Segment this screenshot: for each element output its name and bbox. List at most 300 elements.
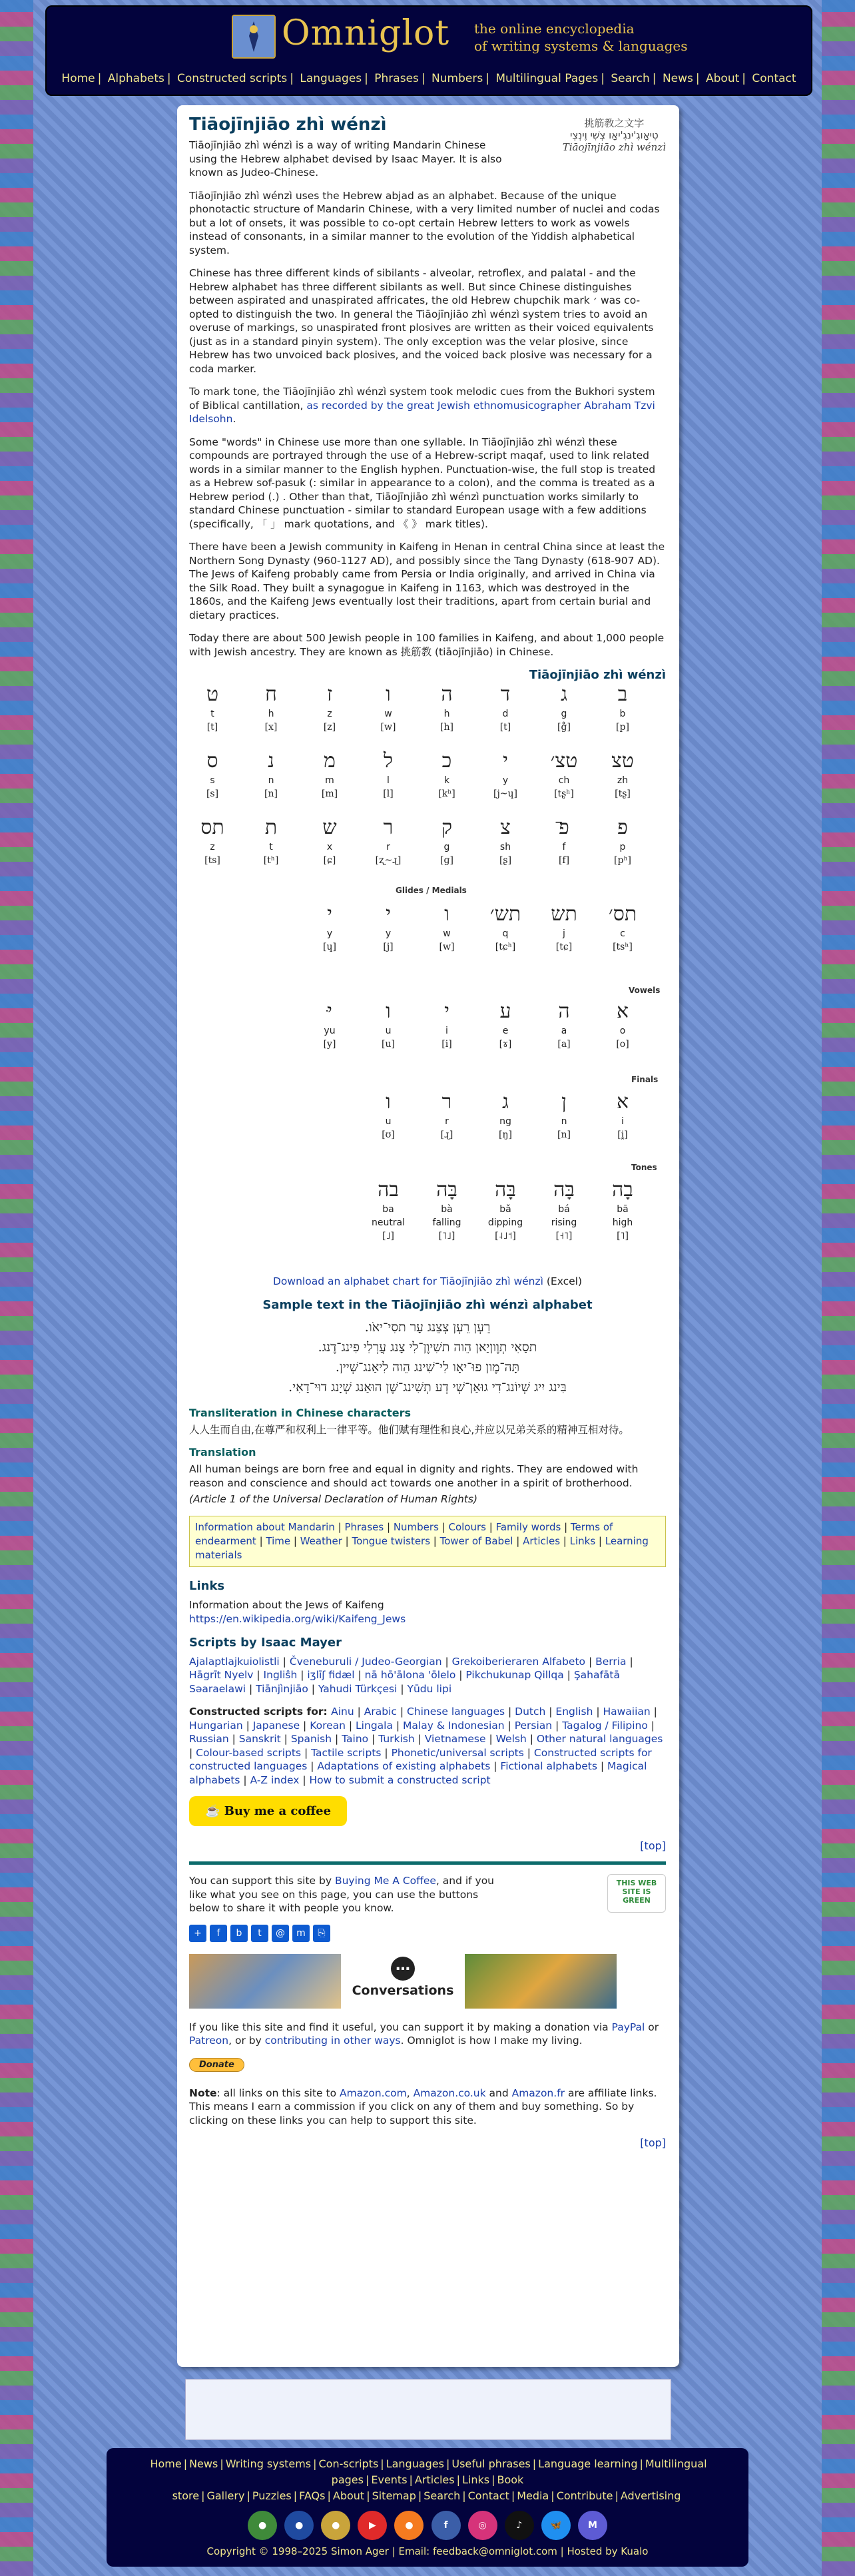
ipa-value: [m] [321, 789, 338, 799]
rss-icon[interactable]: ● [394, 2511, 424, 2540]
contribute-link[interactable]: contributing in other ways [264, 2035, 401, 2047]
mayer-script-link[interactable]: Şahafātā Səaraelawi [189, 1669, 621, 1695]
ipa-value: [x] [264, 722, 278, 733]
hebrew-letter: ו [386, 1090, 391, 1114]
hebrew-letter: י [444, 1000, 449, 1023]
share-copy-icon[interactable]: ⎘ [313, 1925, 330, 1942]
chart-cell [424, 682, 470, 734]
constructed-script-link[interactable]: Colour-based scripts [196, 1746, 302, 1759]
mayer-script-link[interactable]: Ajalaptlajkuiolistli [189, 1655, 280, 1668]
mandarin-info-link[interactable]: Learning materials [195, 1534, 649, 1561]
constructed-script-link[interactable]: How to submit a constructed script [309, 1773, 491, 1786]
mandarin-info-link[interactable]: Links [569, 1534, 596, 1547]
ipa-value: [ʐ~ɻ] [375, 855, 402, 866]
ipa-value: [h] [440, 722, 453, 733]
mandarin-info-link[interactable]: Articles [523, 1534, 561, 1547]
chart-cell [424, 1177, 470, 1243]
label-tones: Tones [631, 1163, 657, 1172]
hebrew-letter: ה [558, 1000, 570, 1023]
chart-cell [541, 815, 587, 867]
paypal-link[interactable]: PayPal [611, 2021, 645, 2033]
nav-phrases[interactable]: Phrases [374, 72, 419, 85]
ipa-value: [w] [380, 722, 396, 733]
chart-cell [482, 1090, 529, 1141]
hebrew-letter: ע [499, 1000, 511, 1023]
badge-icon[interactable]: ● [284, 2511, 314, 2540]
footer-nav-link[interactable]: Contact [467, 2489, 509, 2502]
ipa-value: [w] [439, 942, 455, 952]
footer-nav-link[interactable]: Gallery [206, 2489, 245, 2502]
roman-value: dipping [487, 1217, 523, 1228]
mayer-script-link[interactable]: Tiānjìnjiāo [256, 1682, 308, 1695]
constructed-script-link[interactable]: Adaptations of existing alphabets [317, 1760, 491, 1772]
ipa-value: [˧˥] [555, 1231, 573, 1241]
mandarin-info-box: Information about Mandarin | Phrases | Numbers | Colours | Family words | Terms of endearment | Time | Weather | Tongue twisters | Tower of Babel | Articles | Links | Learning materials [189, 1516, 666, 1567]
sample-text [189, 1317, 666, 1397]
mandarin-info-link[interactable]: Tongue twisters [352, 1534, 431, 1547]
chart-cell [482, 1177, 529, 1243]
ipa-value: [n] [557, 1129, 571, 1140]
back-to-top-link[interactable]: [top] [640, 1839, 666, 1852]
roman-value: u [385, 1026, 392, 1036]
share-bluesky-icon[interactable]: b [230, 1925, 248, 1942]
hebrew-letter: פ̄ [559, 816, 569, 839]
intro-paragraph: Tiāojīnjiāo zhì wénzì is a way of writing Mandarin Chinese using the Hebrew alphabet devised by Isaac Mayer. It is also known as Judeo-Chinese. [189, 139, 502, 178]
footer-nav-link[interactable]: FAQs [299, 2489, 326, 2502]
hebrew-letter: כ [441, 749, 452, 773]
mayer-script-link[interactable]: Hāgrīt Nyelv [189, 1669, 254, 1681]
mayer-script-link[interactable]: Ingliŝh [263, 1669, 298, 1681]
feedback-email-link[interactable]: feedback@omniglot.com [432, 2545, 557, 2557]
affiliate-note: Note: all links on this site to Amazon.com, Amazon.co.uk and Amazon.fr are affiliate links. This means I earn a commission if you click on any of them and buy something. So by clicking on these links you can help to support this site. [189, 2087, 657, 2126]
roman-value: f [562, 842, 566, 852]
ipa-value: [i̯] [617, 1129, 628, 1140]
share-threads-icon[interactable]: t [251, 1925, 268, 1942]
site-title[interactable]: Omniglot [282, 13, 450, 53]
chart-cell [306, 902, 353, 954]
share-plus-icon[interactable]: + [189, 1925, 206, 1942]
chart-cell [189, 749, 236, 801]
mayer-script-link[interactable]: nā hō'ālona 'ōlelo [364, 1669, 456, 1681]
title-chinese: 挑筋教之文字 [584, 117, 645, 129]
chart-cell [365, 1177, 412, 1243]
mastodon-icon[interactable]: M [578, 2511, 607, 2540]
hebrew-letter: ו [444, 902, 449, 926]
hebrew-letter: תס [200, 816, 224, 839]
patreon-link[interactable]: Patreon [189, 2035, 229, 2047]
roman-value: bā [617, 1204, 629, 1215]
mandarin-info-link[interactable]: Phrases [344, 1520, 384, 1533]
roman-value: r [445, 1116, 449, 1127]
mayer-script-link[interactable]: Grekoiberieraren Alfabeto [451, 1655, 586, 1668]
chart-cell [541, 682, 587, 734]
ipa-value: [a] [557, 1039, 571, 1050]
mayer-script-link[interactable]: iʒlīʃ fidæl [307, 1669, 355, 1681]
chart-cell [424, 815, 470, 867]
roman-value: r [386, 842, 390, 852]
title-hebrew: טִיאָוגִ'ינגִ'יאָו צְשִׁי וֶינְצְי [569, 129, 659, 141]
chart-cell [482, 902, 529, 954]
download-chart-link[interactable]: Download an alphabet chart for Tiāojīnjiāo zhì wénzì [272, 1275, 543, 1287]
idelsohn-link[interactable]: as recorded by the great Jewish ethnomusicographer Abraham Tzvi Idelsohn [189, 399, 655, 425]
hebrew-letter: תש׳ [489, 902, 521, 926]
hebrew-letter: ג [561, 683, 567, 706]
youtube-icon[interactable]: ▶ [358, 2511, 387, 2540]
hebrew-letter: בָּה [436, 1178, 457, 1201]
ipa-value: [g̊] [557, 722, 571, 733]
mayer-script-link[interactable]: Yahudi Türkçesi [318, 1682, 398, 1695]
roman-value: o [619, 1026, 626, 1036]
constructed-script-link[interactable]: Dutch [515, 1706, 546, 1718]
ipa-value: [z] [323, 722, 336, 733]
ipa-value: [ʊ] [382, 1129, 395, 1140]
roman-value: rising [551, 1217, 577, 1228]
constructed-script-link[interactable]: Other natural languages [536, 1733, 663, 1745]
chart-cell [365, 815, 412, 867]
ipa-value: [tɕ] [555, 942, 573, 952]
mandarin-info-link[interactable]: Terms of endearment [195, 1520, 613, 1547]
content-card [177, 105, 679, 2367]
roman-value: ba [382, 1204, 394, 1215]
buying-me-a-coffee-link[interactable]: Buying Me A Coffee [334, 1875, 436, 1887]
mandarin-info-link[interactable]: Time [266, 1534, 291, 1547]
nav-contact[interactable]: Contact [752, 72, 796, 85]
footer-nav-link[interactable]: Media [517, 2489, 549, 2502]
tiktok-icon[interactable]: ♪ [505, 2511, 534, 2540]
badge-icon[interactable]: ● [248, 2511, 277, 2540]
mayer-script-link[interactable]: Pikchukunap Qillqa [465, 1669, 564, 1681]
constructed-script-link[interactable]: Vietnamese [424, 1733, 486, 1745]
constructed-script-link[interactable]: Arabic [364, 1706, 397, 1718]
ipa-value: [ɻ] [440, 1129, 453, 1140]
footer-nav-link[interactable]: Sitemap [372, 2489, 416, 2502]
ipa-value: [n] [264, 789, 278, 799]
article-reference: (Article 1 of the Universal Declaration of Human Rights) [189, 1493, 478, 1505]
paragraph-3: To mark tone, the Tiāojīnjiāo zhì wénzì system took melodic cues from the Bukhori system of Biblical cantillation, as recorded by the great Jewish ethnomusicographer Abraham Tzvi Idelsohn. [189, 386, 655, 425]
support-paragraph: You can support this site by Buying Me A Coffee, and if you like what you see on this page, you can use the buttons below to share it with people you know. [189, 1875, 495, 1914]
nav-numbers[interactable]: Numbers [431, 72, 483, 85]
constructed-script-link[interactable]: Chinese languages [406, 1706, 505, 1718]
hebrew-letter: י [503, 749, 508, 773]
title-latin: Tiāojīnjiāo zhì wénzì [562, 141, 666, 153]
paragraph-6: Today there are about 500 Jewish people in 100 families in Kaifeng, and about 1,000 people with Jewish ancestry. They are known as 挑筋教 (tiāojīnjiāo) in Chinese. [189, 632, 665, 658]
nav-news[interactable]: News [662, 72, 693, 85]
amazon-co-uk-link[interactable]: Amazon.co.uk [413, 2087, 486, 2099]
ipa-value: [ɥ] [323, 942, 336, 952]
footer-navigation: Home | News | Writing systems | Con-scripts | Languages | Useful phrases | Language learning | Multilingual pages | Events | Articles | Links | Book store | Gallery | Puzzles | FAQs | About | Sitemap | Search | Contact | Media | Contribute | Advertising [107, 2448, 748, 2504]
ipa-value: [˨˩˦] [495, 1231, 516, 1241]
buy-me-a-coffee-button[interactable]: ☕ Buy me a coffee [189, 1796, 347, 1826]
ipa-value: [tʂ] [615, 789, 631, 799]
hebrew-letter: ס [206, 749, 218, 773]
nav-alphabets[interactable]: Alphabets [107, 72, 164, 85]
footer-nav-link[interactable]: Language learning [538, 2457, 638, 2470]
nav-search[interactable]: Search [611, 72, 650, 85]
mayer-heading: Scripts by Isaac Mayer [189, 1635, 342, 1650]
roman-value: n [561, 1116, 567, 1127]
hebrew-letter: ל [383, 749, 394, 773]
constructed-script-link[interactable]: Malay & Indonesian [403, 1719, 505, 1732]
chart-cell [248, 749, 294, 801]
share-mastodon-icon[interactable]: m [292, 1925, 310, 1942]
hebrew-letter: י [327, 902, 332, 926]
chart-cell [599, 749, 646, 801]
ipa-value: [tsʰ] [613, 942, 633, 952]
nav-constructed-scripts[interactable]: Constructed scripts [177, 72, 288, 85]
roman-value: neutral [371, 1217, 406, 1228]
chart-cell [541, 749, 587, 801]
chart-cell [306, 749, 353, 801]
hebrew-letter: ר [441, 1090, 452, 1114]
chart-cell [248, 815, 294, 867]
footer-nav-link[interactable]: Con-scripts [318, 2457, 379, 2470]
constructed-script-link[interactable]: Spanish [290, 1733, 332, 1745]
constructed-script-link[interactable]: Turkish [378, 1733, 415, 1745]
back-to-top-link-2[interactable]: [top] [640, 2136, 666, 2149]
ipa-value: [ŋ] [499, 1129, 512, 1140]
chart-cell [306, 815, 353, 867]
roman-value: bà [441, 1204, 453, 1215]
mayer-script-link[interactable]: Berria [595, 1655, 627, 1668]
mandarin-info-link[interactable]: Colours [448, 1520, 486, 1533]
roman-value: e [502, 1026, 509, 1036]
sample-line: בִּינג יִיג שְׁיוֹנג־דִי גוּאַן־שְׁי דְע תְשִׁינג־שֶׁן הוּאַנג שְׁיָנג דוּי־דָאִי. [288, 1379, 567, 1395]
roman-value: y [385, 928, 392, 939]
hebrew-letter: ח [265, 683, 277, 706]
roman-value: j [563, 928, 565, 939]
footer-nav-link[interactable]: Puzzles [252, 2489, 292, 2502]
constructed-script-link[interactable]: Hungarian [189, 1719, 243, 1732]
footer-nav-link[interactable]: Home [150, 2457, 182, 2470]
promo-image-street [465, 1954, 617, 2009]
mandarin-info-link[interactable]: Weather [300, 1534, 342, 1547]
footer-nav-link[interactable]: Events [371, 2473, 408, 2486]
hebrew-letter: י [386, 902, 391, 926]
chart-cell [541, 1177, 587, 1243]
constructed-script-link[interactable]: Phonetic/universal scripts [391, 1746, 524, 1759]
hebrew-letter: בָה [612, 1178, 633, 1201]
donation-paragraph: If you like this site and find it useful, you can support it by making a donation via PayPal or Patreon, or by contributing in other ways. Omniglot is how I make my living. [189, 2021, 659, 2047]
footer-nav-link[interactable]: Multilingual pages [331, 2457, 707, 2486]
chart-cell [306, 999, 353, 1051]
hebrew-letter: ה [441, 683, 453, 706]
promo-conversations: … Conversations [346, 1954, 459, 2009]
roman-value: w [384, 709, 392, 719]
hebrew-letter: צ [500, 816, 511, 839]
roman-value: c [620, 928, 625, 939]
roman-value: t [269, 842, 273, 852]
roman-value: i [621, 1116, 624, 1127]
ipa-value: [tʂʰ] [554, 789, 574, 799]
hebrew-letter: נ [268, 749, 274, 773]
nav-home[interactable]: Home [61, 72, 95, 85]
constructed-script-link[interactable]: Welsh [495, 1733, 527, 1745]
mayer-script-link[interactable]: Čveneburuli / Judeo-Georgian [289, 1655, 442, 1668]
roman-value: y [326, 928, 333, 939]
roman-value: yu [324, 1026, 336, 1036]
chart-cell [482, 682, 529, 734]
hebrew-letter: א [616, 1090, 629, 1114]
constructed-script-link[interactable]: Tagalog / Filipino [562, 1719, 648, 1732]
chart-cell [599, 1177, 646, 1243]
paragraph-4: Some "words" in Chinese use more than one syllable. In Tiāojīnjiāo zhì wénzì these compounds are portrayed through the use of a Hebrew-script maqaf, used to link related words in a similar manner to the English hyphen. Punctuation-wise, the full stop is treated as a Hebrew sof-pasuk (: similar in appearance to a colon), and the comma is treated as a Hebrew period (.) . Other than that, Tiāojīnjiāo zhì wénzì punctuation works similarly to standard Chinese punctuation - similar to standard European usage with a few additions (specifically, 「 」 mark quotations, and 《 》 mark titles). [189, 436, 656, 530]
chart-cell [482, 749, 529, 801]
hebrew-letter: ּי [327, 1000, 332, 1023]
nav-languages[interactable]: Languages [300, 72, 362, 85]
roman-value: d [502, 709, 509, 719]
chart-cell [365, 682, 412, 734]
constructed-script-link[interactable]: Korean [310, 1719, 346, 1732]
ipa-value: [˩] [382, 1231, 394, 1241]
roman-value: ng [499, 1116, 511, 1127]
roman-value: g [561, 709, 567, 719]
hebrew-letter: ג [502, 1090, 509, 1114]
footer-nav-link[interactable]: News [189, 2457, 218, 2470]
promo-banner[interactable] [189, 1954, 666, 2009]
hebrew-letter: ר [383, 816, 394, 839]
mandarin-info-link[interactable]: Family words [495, 1520, 561, 1533]
roman-value: a [561, 1026, 567, 1036]
mayer-scripts-list: Ajalaptlajkuiolistli | Čveneburuli / Judeo-Georgian | Grekoiberieraren Alfabeto | Berria | Hāgrīt Nyelv | Ingliŝh | iʒlīʃ fidæl | nā hō'ālona 'ōlelo | Pikchukunap Qillqa | Şahafātā Səaraelawi | Tiānjìnjiāo | Yahudi Türkçesi | Yūdu lipi [189, 1655, 633, 1695]
hebrew-letter: ו [386, 683, 391, 706]
amazon-com-link[interactable]: Amazon.com [340, 2087, 407, 2099]
label-vowels: Vowels [629, 986, 661, 995]
translation-text: All human beings are born free and equal in dignity and rights. They are endowed with reason and conscience and should act towards one another in a spirit of brotherhood. [189, 1463, 639, 1489]
footer-nav-link[interactable]: Links [461, 2473, 490, 2486]
ipa-value: [ɕ] [323, 855, 336, 866]
ipa-value: [t] [499, 722, 511, 733]
chart-cell [541, 999, 587, 1051]
mandarin-info-link[interactable]: Information about Mandarin [195, 1520, 335, 1533]
roman-value: sh [499, 842, 511, 852]
constructed-script-link[interactable]: Fictional alphabets [500, 1760, 597, 1772]
hebrew-letter: ב [617, 683, 628, 706]
footer-nav-link[interactable]: Contribute [556, 2489, 613, 2502]
ipa-value: [t] [206, 722, 218, 733]
constructed-script-link[interactable]: Taino [342, 1733, 369, 1745]
footer-nav-link[interactable]: Advertising [620, 2489, 681, 2502]
ipa-value: [y] [323, 1039, 336, 1050]
chart-cell [365, 1090, 412, 1141]
constructed-script-link[interactable]: English [555, 1706, 593, 1718]
chart-cell [424, 902, 470, 954]
page-title: Tiāojīnjiāo zhì wénzì [189, 115, 387, 135]
bluesky-icon[interactable]: 🦋 [541, 2511, 571, 2540]
nav-about[interactable]: About [706, 72, 740, 85]
amazon-fr-link[interactable]: Amazon.fr [511, 2087, 565, 2099]
label-glides: Glides / Medials [396, 886, 467, 895]
roman-value: q [502, 928, 509, 939]
roman-value: g [443, 842, 450, 852]
chart-cell [189, 815, 236, 867]
footer-nav-link[interactable]: Articles [414, 2473, 455, 2486]
constructed-script-link[interactable]: Hawaiian [603, 1706, 651, 1718]
constructed-script-link[interactable]: Tactile scripts [311, 1746, 382, 1759]
facebook-icon[interactable]: f [431, 2511, 461, 2540]
roman-value: h [443, 709, 450, 719]
constructed-script-link[interactable]: Persian [514, 1719, 553, 1732]
sample-line: תָּה־מֶון פוּ־יאָו לִי־שִׁינג הֵוה לִיאַנג־שְׁיין. [335, 1359, 520, 1375]
donate-button[interactable]: Donate [189, 2058, 244, 2072]
ipa-value: [pʰ] [614, 855, 631, 866]
ipa-value: [kʰ] [438, 789, 455, 799]
footer-nav-link[interactable]: Useful phrases [451, 2457, 531, 2470]
hebrew-letter: ו [386, 1000, 391, 1023]
constructed-script-link[interactable]: Sanskrit [238, 1733, 281, 1745]
chart-cell [248, 682, 294, 734]
constructed-scripts-list: Constructed scripts for: Ainu | Arabic | Chinese languages | Dutch | English | Hawaiian | Hungarian | Japanese | Korean | Lingala | Malay & Indonesian | Persian | Tagalog / Filipino | Russian | Sanskrit | Spanish | Taino | Turkish | Vietnamese | Welsh | Other natural languages | Colour-based scripts | Tactile scripts | Phonetic/universal scripts | Constructed scripts for constructed languages | Adaptations of existing alphabets | Fictional alphabets | Magical alphabets | A-Z index | How to submit a constructed script [189, 1706, 663, 1786]
sample-line: רֵעְן רֵעְן צְצֵנג עָר תסִי־יאֹו. [364, 1319, 491, 1335]
links-heading: Links [189, 1578, 225, 1593]
nav-multilingual-pages[interactable]: Multilingual Pages [495, 72, 599, 85]
roman-value: zh [617, 775, 629, 786]
mandarin-info-link[interactable]: Tower of Babel [439, 1534, 513, 1547]
roman-value: m [325, 775, 334, 786]
footer-social-icons [107, 2511, 748, 2540]
hebrew-letter: א [616, 1000, 629, 1023]
footer-nav-link[interactable]: Search [424, 2489, 461, 2502]
omniglot-logo-icon[interactable] [232, 15, 276, 59]
translation-heading: Translation [189, 1446, 256, 1458]
constructed-script-link[interactable]: Russian [189, 1733, 229, 1745]
footer-nav-link[interactable]: Book store [172, 2473, 524, 2502]
chart-title: Tiāojīnjiāo zhì wénzì [529, 668, 666, 682]
share-buttons [189, 1925, 666, 1942]
roman-value: ch [558, 775, 570, 786]
footer-nav-link[interactable]: Languages [386, 2457, 444, 2470]
mandarin-info-link[interactable]: Numbers [393, 1520, 439, 1533]
instagram-icon[interactable]: ◎ [468, 2511, 497, 2540]
label-finals: Finals [631, 1075, 659, 1084]
hebrew-letter: טצ [611, 749, 634, 773]
transliteration-text: 人人生而自由,在尊严和权利上一律平等。他们赋有理性和良心,并应以兄弟关系的精神互相对待。 [189, 1423, 629, 1436]
mayer-script-link[interactable]: Yūdu lipi [407, 1682, 452, 1695]
top-navigation: Home | Alphabets | Constructed scripts | Languages | Phrases | Numbers | Multilingual Pages | Search | News | About | Contact [45, 72, 812, 85]
footer-nav-link[interactable]: Writing systems [225, 2457, 312, 2470]
chart-cell [599, 902, 646, 954]
badge-icon[interactable]: ● [321, 2511, 350, 2540]
constructed-script-link[interactable]: Magical alphabets [189, 1760, 647, 1786]
chart-cell [599, 815, 646, 867]
roman-value: bǎ [499, 1204, 511, 1215]
transliteration-heading: Transliteration in Chinese characters [189, 1406, 412, 1419]
chart-cell [189, 682, 236, 734]
chart-cell [365, 749, 412, 801]
advertisement-slot[interactable] [185, 2379, 671, 2440]
paragraph-1: Tiāojīnjiāo zhì wénzì uses the Hebrew abjad as an alphabet. Because of the unique phonotactic structure of Mandarin Chinese, with a very limited number of nuclei and codas but a lot of onsets, it was possible to co-opt certain Hebrew letters to work as vowels instead of consonants, in a similar manner to the evolution of the Yiddish alphabetical system. [189, 189, 660, 256]
hebrew-letter: ת [264, 816, 278, 839]
kaifeng-wiki-link[interactable]: https://en.wikipedia.org/wiki/Kaifeng_Jews [189, 1612, 406, 1625]
sample-heading: Sample text in the Tiāojīnjiāo zhì wénzì alphabet [262, 1297, 593, 1312]
roman-value: h [268, 709, 274, 719]
hebrew-letter: ד [500, 683, 511, 706]
hebrew-letter: ש [322, 816, 337, 839]
title-block [563, 117, 666, 153]
constructed-script-link[interactable]: Constructed scripts for constructed languages [189, 1746, 652, 1772]
constructed-script-link[interactable]: Ainu [331, 1706, 354, 1718]
constructed-script-link[interactable]: A-Z index [250, 1773, 300, 1786]
share-facebook-icon[interactable]: f [210, 1925, 227, 1942]
ipa-value: [ɤ] [499, 1039, 512, 1050]
constructed-script-link[interactable]: Japanese [252, 1719, 300, 1732]
chart-cell [365, 999, 412, 1051]
hebrew-letter: ן [561, 1090, 567, 1114]
footer-nav-link[interactable]: About [332, 2489, 365, 2502]
green-site-badge[interactable]: THIS WEB SITE IS GREEN [607, 1874, 666, 1913]
hebrew-letter: ט [206, 683, 219, 706]
constructed-script-link[interactable]: Lingala [356, 1719, 393, 1732]
share-email-icon[interactable]: @ [272, 1925, 289, 1942]
